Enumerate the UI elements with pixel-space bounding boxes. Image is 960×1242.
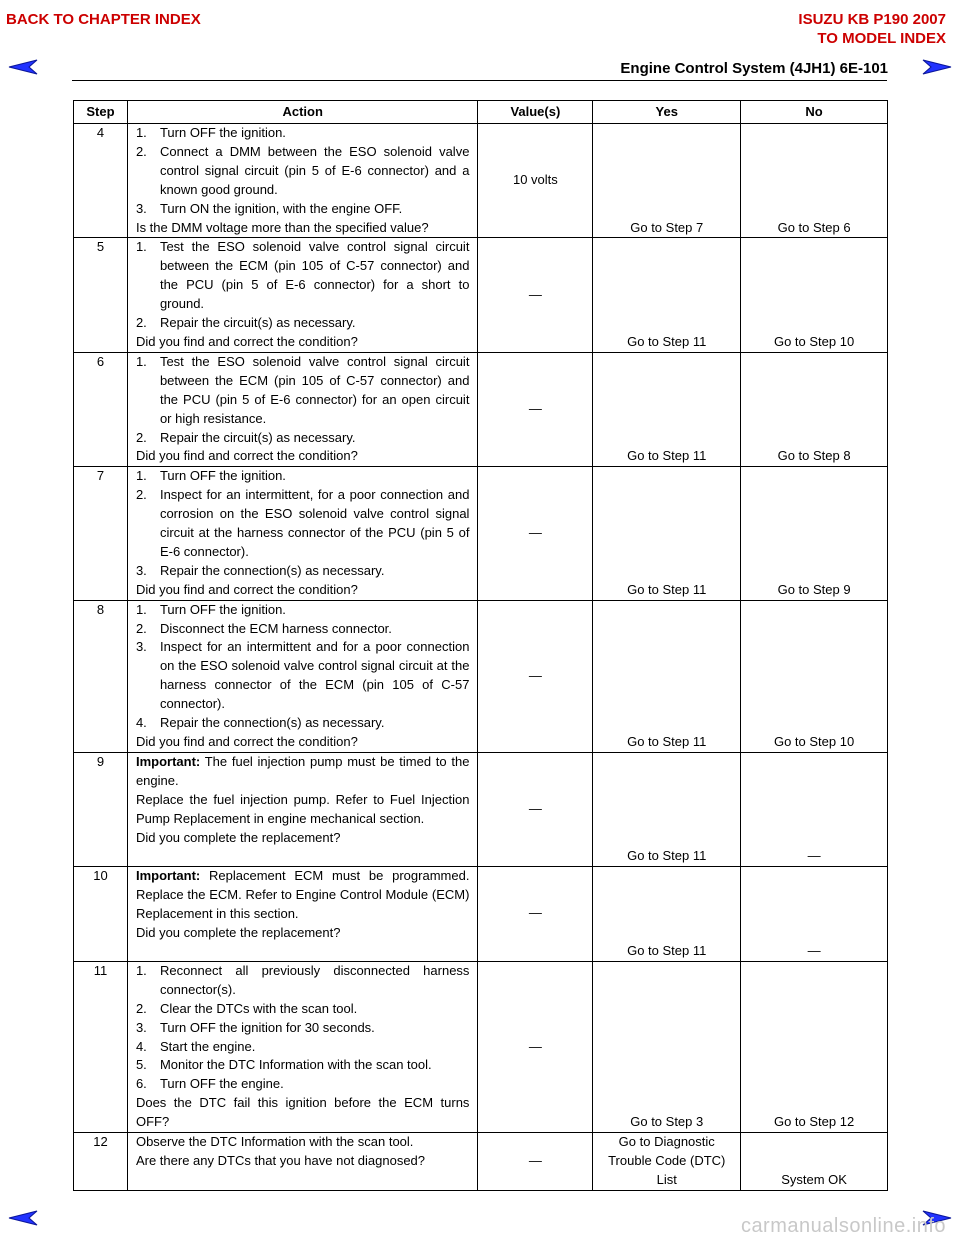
value-cell: — [478, 866, 593, 961]
action-cell: 1. Turn OFF the ignition. 2. Connect a DMM between the ESO solenoid valve control signal circuit (pin 5 of E-6 connector) and a known good ground. 3. Turn ON the ignition, with the engine OFF. Is the DMM voltage more than the specified value? [127, 124, 477, 238]
page-title: Engine Control System (4JH1) 6E-101 [620, 60, 888, 77]
table-row [74, 961, 888, 1132]
step-column-header: Step [74, 101, 128, 124]
action-cell: 1. Turn OFF the ignition. 2. Inspect for an intermittent, for a poor connection and corrosion on the ESO solenoid valve control signal circuit at the harness connector of the PCU (pin 5 of E-6 connector). 3. Repair the connection(s) as necessary. Did you find and correct the condition? [127, 467, 477, 600]
step-number: 6 [74, 352, 128, 466]
step-number: 8 [74, 600, 128, 752]
value-cell: 10 volts [478, 124, 593, 238]
no-link[interactable]: Go to Step 10 [741, 238, 888, 352]
diagnostic-table [73, 100, 888, 1191]
value-cell: — [478, 238, 593, 352]
value-cell: — [478, 467, 593, 600]
model-title-link[interactable]: ISUZU KB P190 2007 [798, 11, 946, 28]
previous-page-arrow-icon[interactable] [8, 59, 38, 75]
action-cell: 1. Turn OFF the ignition. 2. Disconnect the ECM harness connector. 3. Inspect for an intermittent and for a poor connection on the ESO solenoid valve control signal circuit at the harness connector of the ECM (pin 105 of C-57 connector). 4. Repair the connection(s) as necessary. Did you find and correct the condition? [127, 600, 477, 752]
value-cell: — [478, 600, 593, 752]
action-cell: 1. Test the ESO solenoid valve control signal circuit between the ECM (pin 105 of C-57 connector) and the PCU (pin 5 of E-6 connector) for a short to ground. 2. Repair the circuit(s) as necessary. Did you find and correct the condition? [127, 238, 477, 352]
value-cell: — [478, 752, 593, 866]
no-link[interactable]: Go to Step 6 [741, 124, 888, 238]
yes-link[interactable]: Go to Step 11 [593, 752, 741, 866]
yes-link[interactable]: Go to Step 11 [593, 238, 741, 352]
step-number: 9 [74, 752, 128, 866]
action-cell: Important: Replacement ECM must be programmed. Replace the ECM. Refer to Engine Control Module (ECM) Replacement in this section. Did you complete the replacement? [127, 866, 477, 961]
action-cell: 1. Reconnect all previously disconnected harness connector(s). 2. Clear the DTCs with the scan tool. 3. Turn OFF the ignition for 30 seconds. 4. Start the engine. 5. Monitor the DTC Information with the scan tool. 6. Turn OFF the engine. Does the DTC fail this ignition before the ECM turns OFF? [127, 961, 477, 1132]
table-row [74, 752, 888, 866]
no-link[interactable]: Go to Step 8 [741, 352, 888, 466]
table-row [74, 238, 888, 352]
previous-page-arrow-icon[interactable] [8, 1210, 38, 1226]
yes-link[interactable]: Go to Step 3 [593, 961, 741, 1132]
yes-link[interactable]: Go to Step 7 [593, 124, 741, 238]
step-number: 5 [74, 238, 128, 352]
action-column-header: Action [127, 101, 477, 124]
table-row [74, 1133, 888, 1191]
no-link[interactable]: Go to Step 10 [741, 600, 888, 752]
value-cell: — [478, 352, 593, 466]
to-model-index-link[interactable]: TO MODEL INDEX [817, 30, 946, 47]
step-number: 7 [74, 467, 128, 600]
no-cell: System OK [741, 1133, 888, 1191]
step-number: 10 [74, 866, 128, 961]
yes-link[interactable]: Go to Step 11 [593, 352, 741, 466]
yes-link[interactable]: Go to Step 11 [593, 600, 741, 752]
header-divider [72, 80, 887, 81]
no-link[interactable]: Go to Step 9 [741, 467, 888, 600]
watermark: carmanualsonline.info [740, 1215, 946, 1237]
step-number: 11 [74, 961, 128, 1132]
no-cell: — [741, 752, 888, 866]
yes-link[interactable]: Go to Step 11 [593, 467, 741, 600]
value-column-header: Value(s) [478, 101, 593, 124]
table-row [74, 467, 888, 600]
value-cell: — [478, 961, 593, 1132]
table-row [74, 866, 888, 961]
no-cell: — [741, 866, 888, 961]
yes-column-header: Yes [593, 101, 741, 124]
action-cell: Important: The fuel injection pump must be timed to the engine. Replace the fuel injection pump. Refer to Fuel Injection Pump Replacement in engine mechanical section. Did you complete the replacement? [127, 752, 477, 866]
yes-link[interactable]: Go to Step 11 [593, 866, 741, 961]
step-number: 12 [74, 1133, 128, 1191]
no-link[interactable]: Go to Step 12 [741, 961, 888, 1132]
yes-link[interactable]: Go to Diagnostic Trouble Code (DTC) List [593, 1133, 741, 1191]
step-number: 4 [74, 124, 128, 238]
next-page-arrow-icon[interactable] [922, 59, 952, 75]
table-row [74, 600, 888, 752]
no-column-header: No [741, 101, 888, 124]
table-row [74, 352, 888, 466]
table-header-row [74, 101, 888, 124]
value-cell: — [478, 1133, 593, 1191]
action-cell: Observe the DTC Information with the scan tool. Are there any DTCs that you have not diagnosed? [127, 1133, 477, 1191]
important-label: Important: [135, 867, 201, 883]
important-label: Important: [135, 753, 201, 769]
action-cell: 1. Test the ESO solenoid valve control signal circuit between the ECM (pin 105 of C-57 connector) and the PCU (pin 5 of E-6 connector) for an open circuit or high resistance. 2. Repair the circuit(s) as necessary. Did you find and correct the condition? [127, 352, 477, 466]
table-row [74, 124, 888, 238]
back-to-chapter-index-link[interactable]: BACK TO CHAPTER INDEX [6, 11, 201, 28]
